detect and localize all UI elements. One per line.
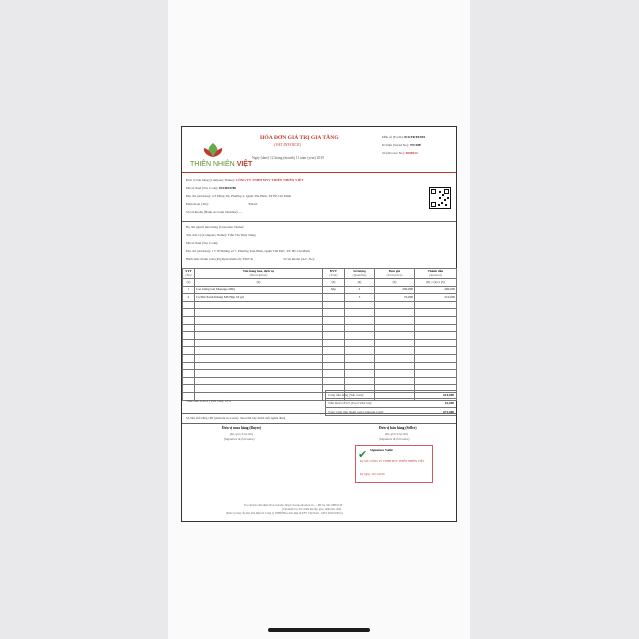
seller-account: Số tài khoản (Bank Account Number): —	[186, 210, 243, 214]
footer-line: (Cần kiểm tra, đối chiếu khi lập, giao, nhận hóa đơn)	[282, 508, 342, 511]
empty-row	[183, 309, 457, 317]
empty-row	[183, 347, 457, 355]
logo-text: THIÊN NHIÊN VIỆT	[190, 161, 253, 168]
empty-row	[183, 324, 457, 332]
invoice-subtitle: (VAT INVOICE)	[274, 142, 302, 147]
seller-phone: Điện thoại (Tel): Email:	[186, 202, 258, 206]
table-cell: hộp	[323, 286, 345, 294]
total-row: Tổng cộng tiền thanh toán (Amount total): 671,000	[325, 407, 456, 416]
table-cell: 200,000	[375, 286, 415, 294]
seller-address: Địa chỉ (Address): 2/3 Đồng Xá, Phường 2, Quận Tân Bình, TP Hồ Chí Minh	[186, 194, 292, 198]
empty-row	[183, 354, 457, 362]
empty-row	[183, 370, 457, 378]
empty-row	[183, 316, 457, 324]
leaf-logo-icon	[202, 141, 224, 159]
signed-by: Ký bởi: CÔNG TY TNHH MTV THIÊN NHIÊN VIỆT	[360, 459, 425, 463]
footer-line: (Đơn vị cung cấp hóa đơn điện tử: Công ty TNHH Hóa đơn điện tử EFY Việt Nam – MST 0102519041)	[226, 512, 343, 515]
empty-row	[183, 332, 457, 340]
index-cell: (5)	[375, 279, 415, 287]
table-cell: 2	[345, 286, 375, 294]
table-cell: 210,000	[415, 294, 457, 302]
divider	[182, 221, 456, 222]
amount-in-words: Số tiền viết bằng chữ (Amount in words): Sáu trăm bảy mươi mốt nghìn đồng	[186, 416, 286, 420]
check-icon: ✔	[358, 449, 368, 461]
seller-tax-code: Mã số thuế (Tax Code): 0314925780	[186, 186, 236, 190]
divider	[182, 172, 456, 173]
index-cell: (6) = (4) x (5)	[415, 279, 457, 287]
signed-date: Ký ngày: 12/11/2019	[360, 472, 385, 476]
items-table	[182, 268, 457, 401]
vat-rate: Thuế suất GTGT (VAT rate): 10%	[186, 399, 231, 403]
table-row	[183, 286, 457, 294]
empty-row	[183, 377, 457, 385]
divider	[182, 413, 456, 414]
buyer-tax-code: Mã số thuế (Tax Code):	[186, 241, 219, 245]
signature-valid-text: Signature Valid	[370, 448, 393, 452]
index-cell: (3)	[323, 279, 345, 287]
index-cell: (4)	[345, 279, 375, 287]
buyer-signature-title: Đơn vị mua hàng (Buyer)	[222, 426, 262, 430]
buyer-address: Địa chỉ (Address): 17/18 Đường số 7, Phường Tam Bình, Quận Thủ Đức, TP. Hồ Chí Minh	[186, 249, 310, 253]
empty-row	[183, 339, 457, 347]
table-cell: 2	[183, 294, 195, 302]
buyer-signature-note-en: (Signature & full name)	[224, 437, 255, 441]
table-cell: 1	[183, 286, 195, 294]
buyer-name: Họ tên người mua hàng (Customer Name):	[186, 225, 245, 229]
column-header: STT (No)	[183, 269, 195, 279]
table-index-row	[183, 279, 457, 287]
invoice-number: Số (Invoice No): 0000034	[382, 151, 418, 155]
empty-row	[183, 362, 457, 370]
digital-signature-stamp	[355, 445, 433, 483]
table-cell: 70,000	[375, 294, 415, 302]
seller-signature-note-en: (Signature & full name)	[379, 437, 410, 441]
invoice-document	[181, 126, 457, 522]
table-row	[183, 294, 457, 302]
form-number: Mẫu số (Form): 01GTKT0/001	[382, 135, 426, 139]
phone-screen	[168, 0, 470, 639]
column-header: Số lượng (Quantity)	[345, 269, 375, 279]
empty-row	[183, 301, 457, 309]
serial-number: Kí hiệu (Serial No): TN/18E	[382, 143, 422, 147]
index-cell: (2)	[195, 279, 323, 287]
index-cell: (1)	[183, 279, 195, 287]
column-header: Tên hàng hóa, dịch vụ (Description)	[195, 269, 323, 279]
seller-signature-note: (Kí, ghi rõ họ tên)	[385, 432, 409, 436]
column-header: ĐVT (Unit)	[323, 269, 345, 279]
qr-code-icon	[429, 187, 451, 209]
vat-row: Tiền thuế GTGT (Total VAT tax): 61,000	[325, 398, 456, 406]
subtotal-row: Cộng tiền hàng (Sub total): 610,000	[325, 390, 456, 398]
table-cell: 3	[345, 294, 375, 302]
invoice-date: Ngày (date) 12 tháng (month) 11 năm (year) 2019	[252, 156, 324, 160]
table-cell: 400,000	[415, 286, 457, 294]
payment-method: Hình thức thanh toán (Payment method): TM/CK Số tài khoản (A/C No):	[186, 257, 315, 261]
table-cell: Cà Phê Xanh Kháng Mỡ Hộp 18 gói	[195, 294, 323, 302]
seller-name: Đơn vị bán hàng (Company Name): CÔNG TY TNHH MTV THIÊN NHIÊN VIỆT	[186, 178, 304, 182]
table-cell	[323, 294, 345, 302]
column-header: Đơn giá (Unit price)	[375, 269, 415, 279]
table-cell: Cao Gừng Gel Massage 200g	[195, 286, 323, 294]
column-header: Thành tiền (Amount)	[415, 269, 457, 279]
buyer-signature-note: (Kí, ghi rõ họ tên)	[230, 432, 254, 436]
divider	[182, 423, 456, 424]
invoice-title: HÓA ĐƠN GIÁ TRỊ GIA TĂNG	[260, 135, 339, 141]
table-header-row	[183, 269, 457, 279]
seller-signature-title: Đơn vị bán hàng (Seller)	[379, 426, 417, 430]
footer-line: Tra cứu hóa đơn điện tử tại website: https://tracuu.ehoadon.vn — Mã tra cứu: 0PH3C3F	[244, 504, 343, 507]
buyer-company: Tên đơn vị (Company Name): Trần Thị Thủy Dung	[186, 233, 256, 237]
home-indicator[interactable]	[268, 628, 370, 632]
